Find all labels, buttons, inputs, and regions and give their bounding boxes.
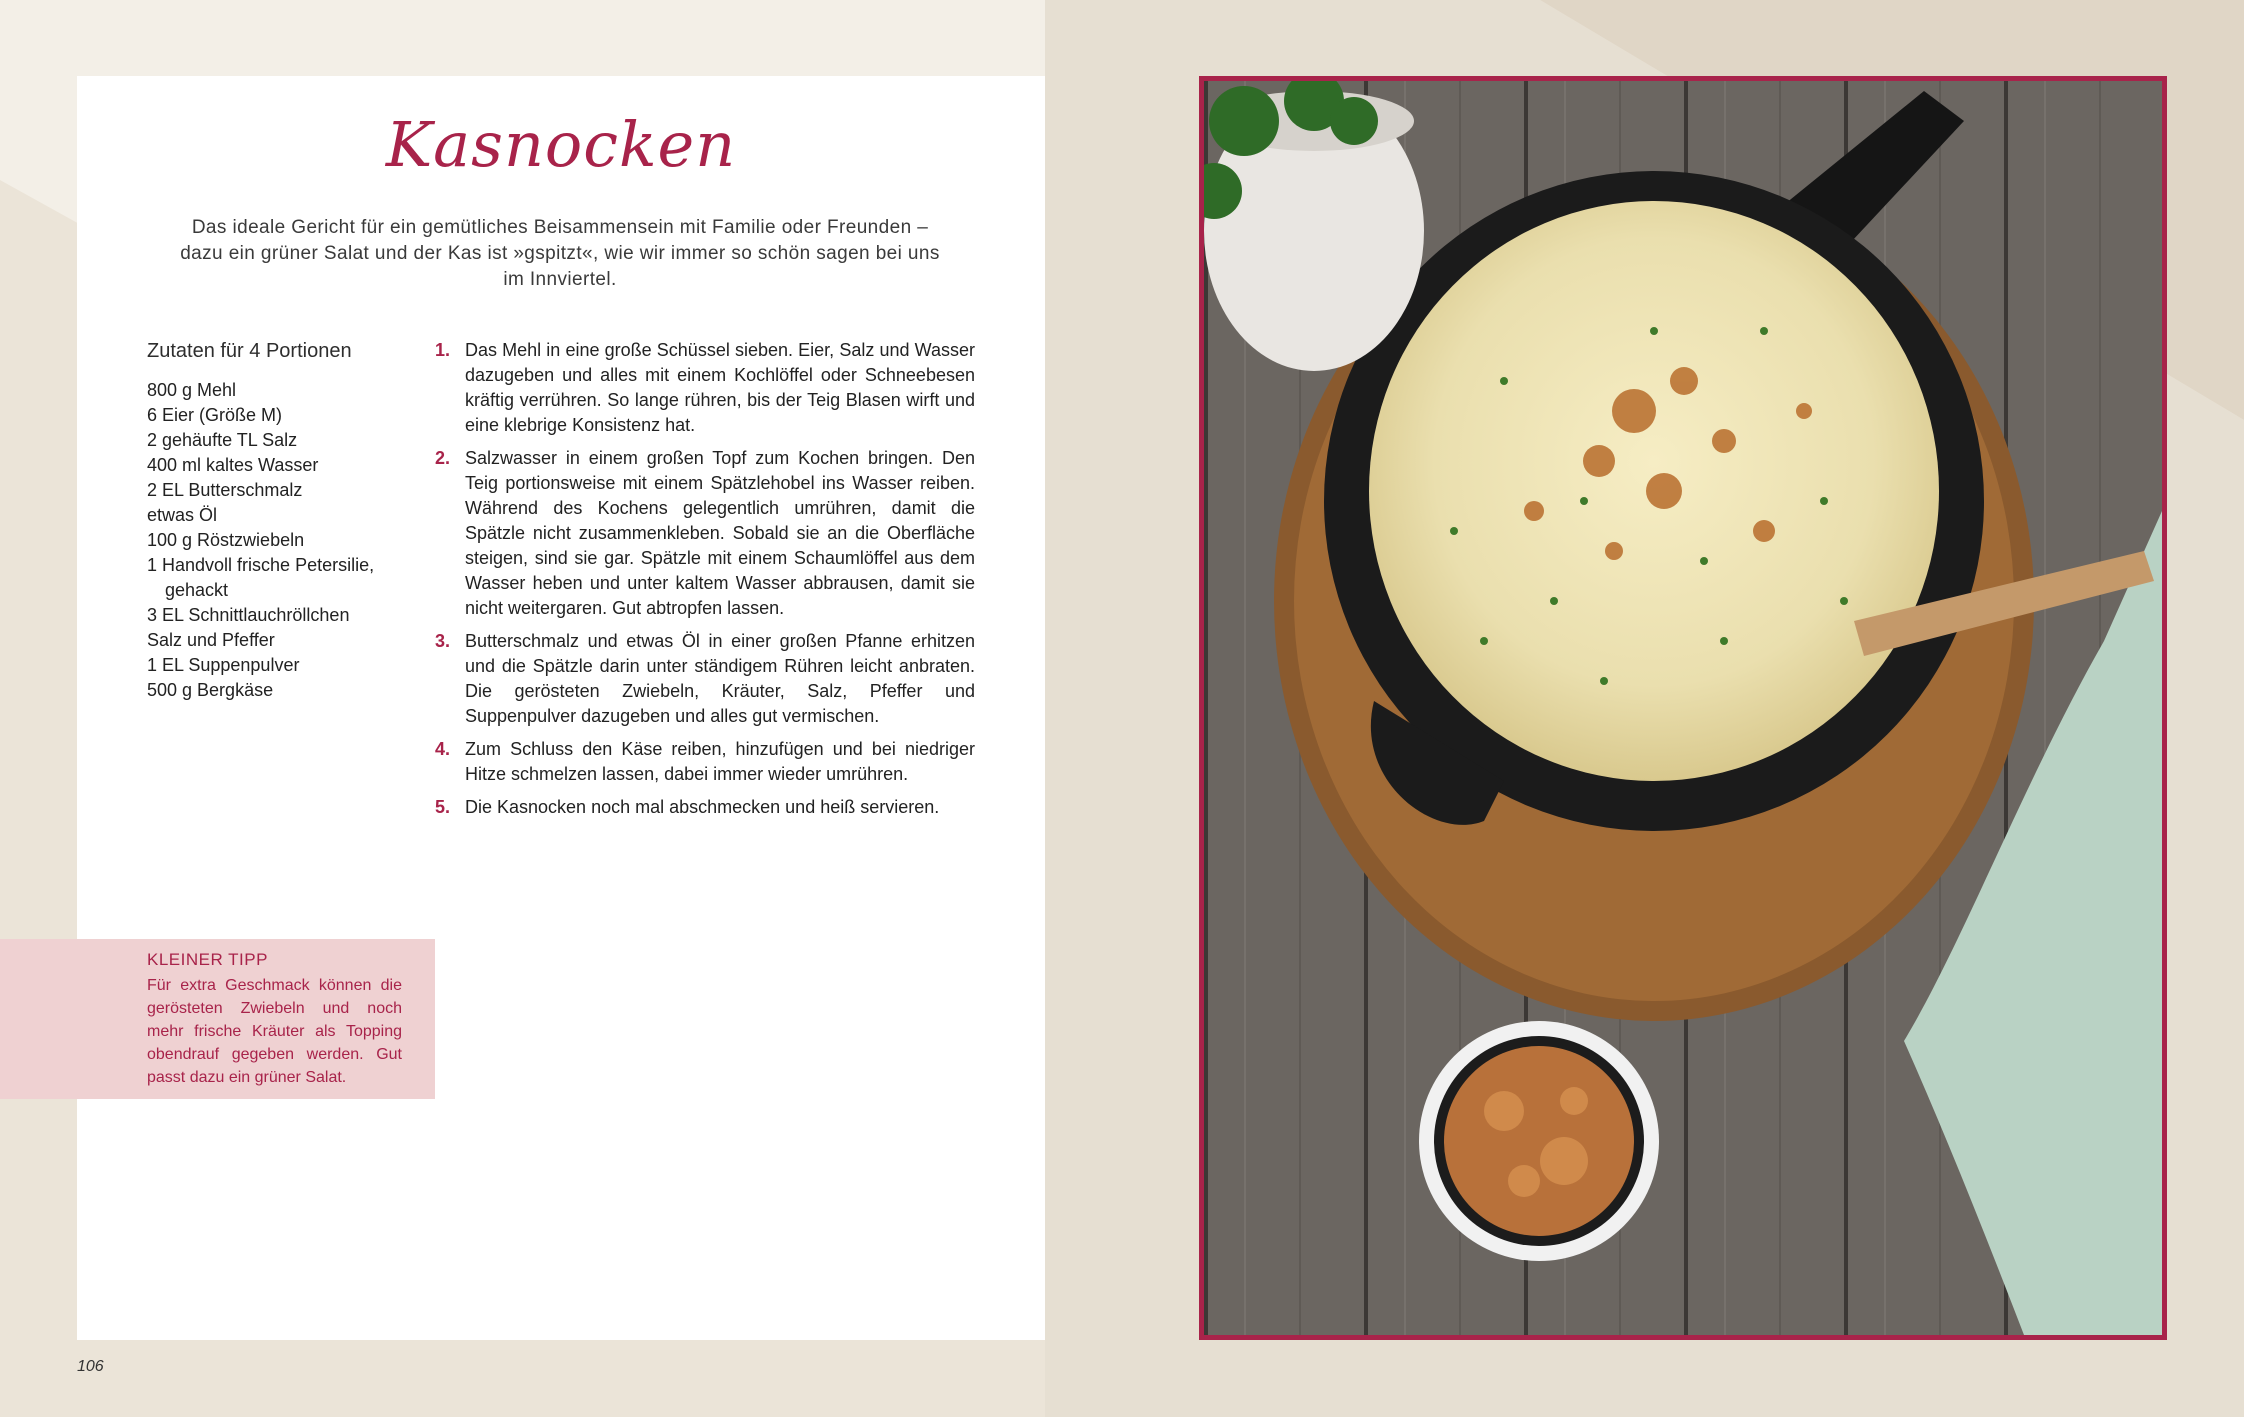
preparation-steps	[435, 338, 975, 828]
step-number: 5.	[435, 797, 451, 817]
ingredients-list	[147, 378, 407, 703]
step-number: 2.	[435, 448, 451, 468]
ingredient-item: 400 ml kaltes Wasser	[147, 455, 319, 475]
step-text: Das Mehl in eine große Schüssel sieben. Eier, Salz und Wasser dazugeben und alles mit einem Kochlöffel oder Schneebesen kräftig verrühren. So lange rühren, bis der Teig Blasen wirft und eine klebrige Konsistenz hat.	[465, 340, 975, 435]
ingredient-item: 2 EL Butterschmalz	[147, 480, 303, 500]
ingredient-item: 6 Eier (Größe M)	[147, 405, 283, 425]
ingredient-item: 1 Handvoll frische Petersilie, gehackt	[147, 555, 375, 600]
step-text: Butterschmalz und etwas Öl in einer großen Pfanne erhitzen und die Spätzle darin unter ständigem Rühren leicht anbraten. Die gerösteten Zwiebeln, Kräuter, Salz, Pfeffer und Suppenpulver dazugeben und alles gut vermischen.	[465, 631, 975, 726]
ingredient-item: 1 EL Suppenpulver	[147, 655, 300, 675]
ingredient-item: 100 g Röstzwiebeln	[147, 530, 305, 550]
page-number: 106	[77, 1358, 104, 1375]
ingredient-item: Salz und Pfeffer	[147, 630, 275, 650]
step-item	[435, 795, 975, 820]
step-item	[435, 446, 975, 621]
ingredient-item: etwas Öl	[147, 505, 218, 525]
ingredient-item: 2 gehäufte TL Salz	[147, 430, 298, 450]
step-item	[435, 338, 975, 438]
step-item	[435, 737, 975, 787]
ingredient-item: 800 g Mehl	[147, 380, 237, 400]
step-text: Salzwasser in einem großen Topf zum Kochen bringen. Den Teig portionsweise mit einem Spätzlehobel ins Wasser reiben. Während des Kochens gelegentlich umrühren, damit die Spätzle nicht zusammenkleben. Sobald sie an die Oberfläche steigen, sind sie gar. Spätzle mit einem Schaumlöffel aus dem Wasser heben und unter kaltem Wasser abbrausen, damit sie nicht weitergaren. Gut abtropfen lassen.	[465, 448, 975, 618]
tip-text: Für extra Geschmack können die gerösteten Zwiebeln und noch mehr frische Kräuter als Topping obendrauf gegeben werden. Gut passt dazu ein grüner Salat.	[147, 977, 402, 1086]
tip-title: KLEINER TIPP	[147, 950, 268, 969]
step-text: Zum Schluss den Käse reiben, hinzufügen und bei niedriger Hitze schmelzen lassen, dabei immer wieder umrühren.	[465, 739, 975, 784]
step-item	[435, 629, 975, 729]
ingredient-item: 500 g Bergkäse	[147, 680, 274, 700]
step-number: 1.	[435, 340, 451, 360]
step-number: 3.	[435, 631, 451, 651]
kasnocken-pan-illustration	[1204, 81, 2162, 1335]
recipe-title: Kasnocken	[385, 108, 737, 181]
recipe-photo	[1199, 76, 2167, 1340]
ingredient-item: 3 EL Schnittlauchröllchen	[147, 605, 350, 625]
recipe-intro: Das ideale Gericht für ein gemütliches Beisammensein mit Familie oder Freunden – dazu ein grüner Salat und der Kas ist »gspitzt«, wie wir immer so schön sagen bei uns im Innviertel.	[180, 217, 940, 290]
ingredients-heading: Zutaten für 4 Portionen	[147, 340, 352, 362]
step-text: Die Kasnocken noch mal abschmecken und heiß servieren.	[465, 797, 940, 817]
step-number: 4.	[435, 739, 451, 759]
